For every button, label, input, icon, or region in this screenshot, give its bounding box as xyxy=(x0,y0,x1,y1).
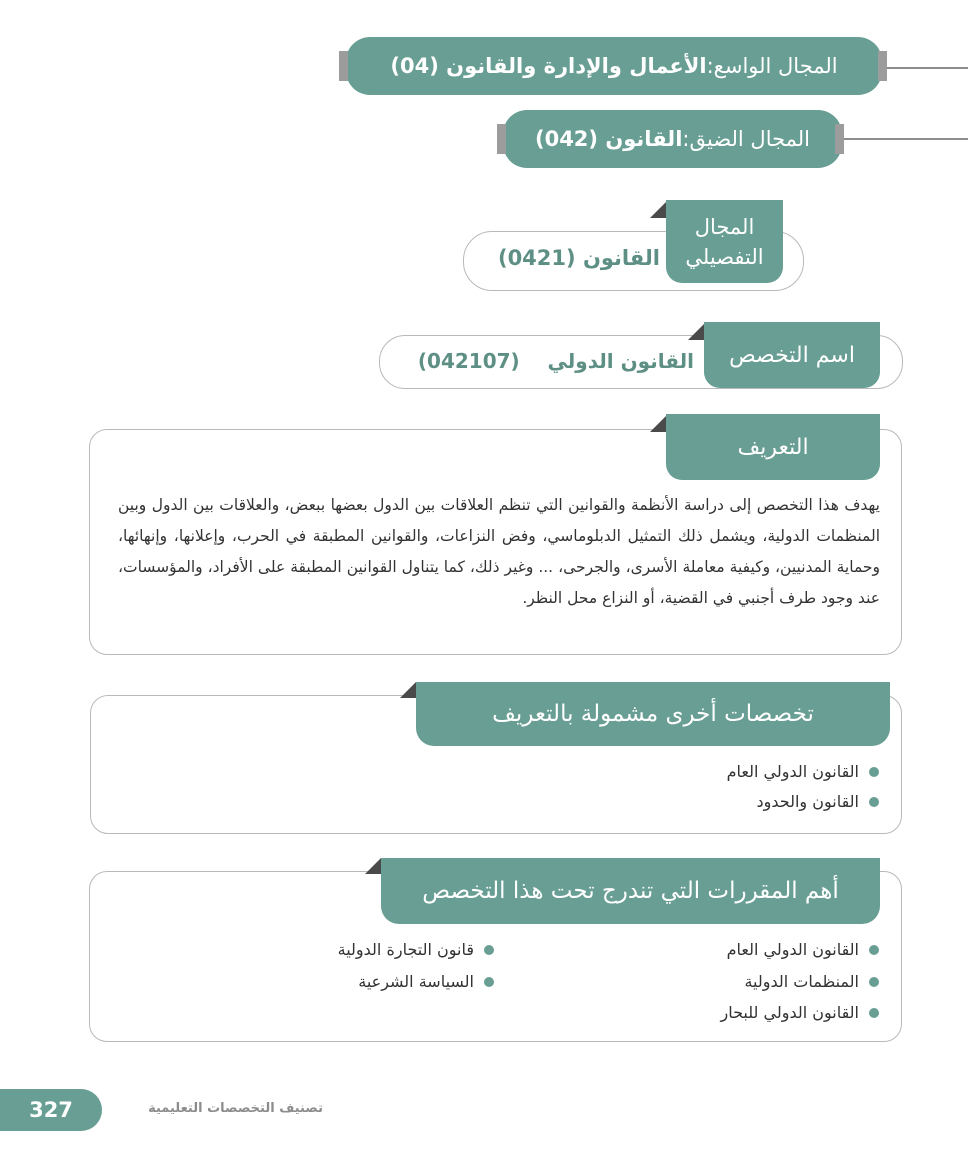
list-item: القانون الدولي العام xyxy=(727,762,879,781)
other-specs-heading: تخصصات أخرى مشمولة بالتعريف xyxy=(492,701,814,727)
list-item: قانون التجارة الدولية xyxy=(338,940,494,959)
bullet-icon xyxy=(869,797,879,807)
bullet-icon xyxy=(869,1008,879,1018)
definition-text: يهدف هذا التخصص إلى دراسة الأنظمة والقوانين التي تنظم العلاقات بين الدول بعضها ببعض، والعلاقات بين الدول وبين المنظمات الدولية، ويشمل ذلك التمثيل الدبلوماسي، وفض النزاعات، والقوانين المطبقة في الحرب، وإعلانها، وإنهائها، وحماية المدنيين، وكيفية معاملة الأسرى، والجرحى، ... وغير ذلك، كما يتناول القوانين المطبقة على الأفراد، والمؤسسات، عند وجود طرف أجنبي في القضية، أو النزاع محل النظر. xyxy=(118,496,880,607)
narrow-field-connector xyxy=(843,138,968,140)
broad-field-label: المجال الواسع: xyxy=(706,54,838,78)
list-item: السياسة الشرعية xyxy=(358,972,494,991)
definition-heading: التعريف xyxy=(737,434,809,460)
narrow-field-pill xyxy=(503,110,842,168)
specialization-code: (042107) xyxy=(417,349,520,373)
detailed-field-code: (0421) xyxy=(497,246,576,270)
specialization-value xyxy=(394,349,694,373)
specialization-tab-notch xyxy=(688,324,704,340)
courses-tab xyxy=(381,858,880,924)
detailed-field-label-line1: المجال xyxy=(694,214,755,239)
specialization-tab xyxy=(704,322,880,388)
narrow-field-value: القانون (042) xyxy=(534,127,683,151)
specialization-label: اسم التخصص xyxy=(729,342,855,368)
narrow-field-left-cap xyxy=(497,124,506,154)
page-number: 327 xyxy=(29,1098,73,1122)
detailed-field-tab-notch xyxy=(650,202,666,218)
list-item: القانون والحدود xyxy=(757,792,879,811)
broad-field-value: الأعمال والإدارة والقانون (04) xyxy=(390,54,707,78)
specialization-name: القانون الدولي xyxy=(547,349,694,373)
courses-tab-notch xyxy=(365,858,381,874)
detailed-field-tab xyxy=(666,200,783,283)
page-number-badge xyxy=(0,1089,102,1131)
definition-tab xyxy=(666,414,880,480)
narrow-field-label: المجال الضيق: xyxy=(682,127,811,151)
footer-title: تصنيف التخصصات التعليمية xyxy=(148,1101,323,1116)
bullet-icon xyxy=(869,945,879,955)
bullet-icon xyxy=(484,945,494,955)
list-item: القانون الدولي العام xyxy=(727,940,879,959)
broad-field-pill xyxy=(346,37,882,95)
broad-field-connector xyxy=(884,67,968,69)
definition-tab-notch xyxy=(650,416,666,432)
detailed-field-label-line2: التفصيلي xyxy=(685,244,764,269)
detailed-field-name: القانون xyxy=(582,246,660,270)
list-item: المنظمات الدولية xyxy=(744,972,879,991)
broad-field-left-cap xyxy=(339,51,348,81)
list-item: القانون الدولي للبحار xyxy=(720,1003,879,1022)
narrow-field-right-cap xyxy=(835,124,844,154)
courses-heading: أهم المقررات التي تندرج تحت هذا التخصص xyxy=(422,878,839,904)
bullet-icon xyxy=(484,977,494,987)
bullet-icon xyxy=(869,977,879,987)
detailed-field-value xyxy=(478,246,660,270)
other-specs-tab-notch xyxy=(400,682,416,698)
other-specs-tab xyxy=(416,682,890,746)
broad-field-right-cap xyxy=(878,51,887,81)
bullet-icon xyxy=(869,767,879,777)
